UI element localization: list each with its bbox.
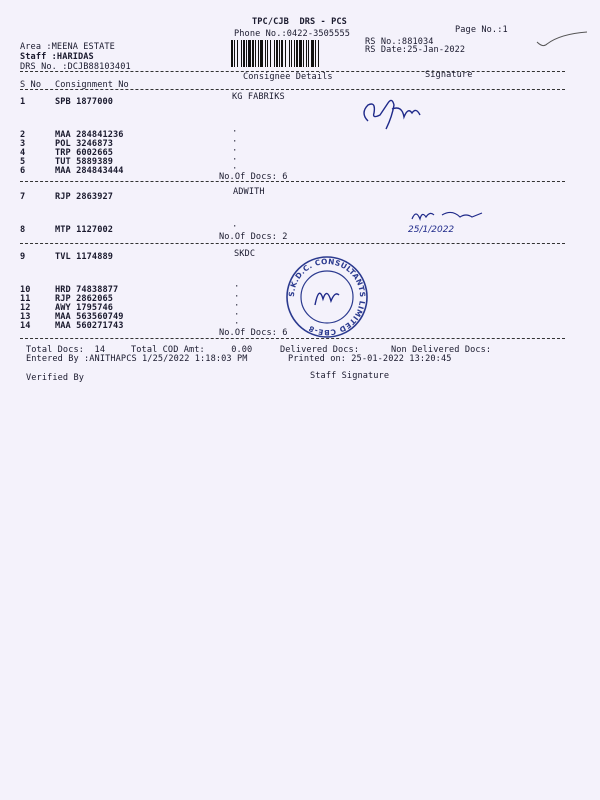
row-sno: 13	[20, 312, 31, 322]
row-consignment: MAA 563560749	[55, 312, 124, 322]
row-sno: 2	[20, 130, 26, 140]
row-sno: 9	[20, 252, 26, 262]
row-consignment: MAA 284841236	[55, 130, 124, 140]
dot-marker: ·	[232, 127, 238, 137]
row-consignment: SPB 1877000	[55, 97, 114, 107]
barcode-bar	[274, 40, 275, 67]
barcode-bar	[258, 40, 259, 67]
barcode-bar	[299, 40, 302, 67]
stamp-text: S.K.D.C. CONSULTANTS LIMITED CBE-8	[286, 256, 368, 338]
dot-marker: ·	[234, 319, 240, 329]
row-consignment: POL 3246873	[55, 139, 114, 149]
barcode-bar	[318, 40, 319, 67]
barcode-bar	[241, 40, 242, 67]
row-consignment: RJP 2863927	[55, 192, 114, 202]
dot-marker: ·	[232, 164, 238, 174]
handwritten-signature	[358, 93, 440, 133]
non-delivered-docs: Non Delivered Docs:	[391, 345, 492, 355]
check-mark	[535, 30, 590, 50]
barcode-bar	[231, 40, 233, 67]
divider	[20, 243, 565, 244]
rs-date: RS Date:25-Jan-2022	[365, 45, 466, 55]
barcode-bar	[281, 40, 283, 67]
row-consignment: HRD 74838877	[55, 285, 119, 295]
row-consignment: MTP 1127002	[55, 225, 114, 235]
consignee-name: SKDC	[234, 249, 256, 259]
barcode-bar	[265, 40, 266, 67]
row-sno: 6	[20, 166, 26, 176]
dot-marker: ·	[232, 137, 238, 147]
drs-number: DRS No. :DCJB88103401	[20, 62, 131, 72]
handwritten-date-signature	[408, 205, 488, 235]
dot-marker: ·	[234, 292, 240, 302]
verified-by: Verified By	[26, 373, 85, 383]
barcode-bar	[267, 40, 268, 67]
dot-marker: ·	[234, 310, 240, 320]
staff-signature: Staff Signature	[310, 371, 390, 381]
column-sno: S No	[20, 80, 42, 90]
printed-on: Printed on: 25-01-2022 13:20:45	[288, 354, 452, 364]
barcode-bar	[234, 40, 235, 67]
barcode-bar	[279, 40, 280, 67]
docs-count: No.Of Docs: 6	[219, 172, 288, 182]
row-consignment: TUT 5889389	[55, 157, 114, 167]
document-title: TPC/CJB DRS - PCS	[252, 17, 347, 27]
phone-number: Phone No.:0422-3505555	[234, 29, 351, 39]
barcode-bar	[270, 40, 271, 67]
row-sno: 7	[20, 192, 26, 202]
row-sno: 1	[20, 97, 26, 107]
divider	[20, 89, 565, 90]
staff-label: Staff :HARIDAS	[20, 52, 94, 62]
row-sno: 10	[20, 285, 31, 295]
barcode-bar	[243, 40, 245, 67]
barcode-bar	[311, 40, 314, 67]
divider	[20, 181, 565, 182]
row-consignment: TRP 6002665	[55, 148, 114, 158]
row-sno: 12	[20, 303, 31, 313]
handwritten-date: 25/1/2022	[408, 225, 455, 235]
barcode-bar	[291, 40, 292, 67]
barcode-bar	[285, 40, 286, 67]
dot-marker: ·	[234, 301, 240, 311]
total-docs: Total Docs: 14	[26, 345, 106, 355]
row-sno: 11	[20, 294, 31, 304]
docs-count: No.Of Docs: 2	[219, 232, 288, 242]
barcode-bar	[260, 40, 263, 67]
barcode-bar	[255, 40, 256, 67]
barcode-bar	[294, 40, 295, 67]
row-sno: 4	[20, 148, 26, 158]
row-consignment: MAA 284843444	[55, 166, 124, 176]
dot-marker: ·	[232, 155, 238, 165]
barcode-bar	[248, 40, 251, 67]
barcode-bar	[246, 40, 247, 67]
row-sno: 14	[20, 321, 31, 331]
total-cod-amount: Total COD Amt: 0.00	[131, 345, 253, 355]
barcode-bar	[237, 40, 238, 67]
delivered-docs: Delivered Docs:	[280, 345, 360, 355]
consignee-name: ADWITH	[233, 187, 265, 197]
barcode-bar	[303, 40, 304, 67]
row-consignment: AWY 1795746	[55, 303, 114, 313]
column-signature: Signature	[425, 70, 473, 80]
barcode-bar	[308, 40, 309, 67]
area-label: Area :MEENA ESTATE	[20, 42, 115, 52]
barcode-bar	[289, 40, 290, 67]
dot-marker: ·	[232, 222, 238, 232]
consignee-name: KG FABRIKS	[232, 92, 285, 102]
barcode-bar	[296, 40, 298, 67]
page-number: Page No.:1	[455, 25, 508, 35]
barcode-bar	[306, 40, 307, 67]
docs-count: No.Of Docs: 6	[219, 328, 288, 338]
row-consignment: TVL 1174889	[55, 252, 114, 262]
row-sno: 5	[20, 157, 26, 167]
barcode-bar	[252, 40, 254, 67]
barcode-bar	[315, 40, 316, 67]
dot-marker: ·	[234, 282, 240, 292]
row-sno: 8	[20, 225, 26, 235]
row-consignment: RJP 2862065	[55, 294, 114, 304]
dot-marker: ·	[232, 146, 238, 156]
row-consignment: MAA 560271743	[55, 321, 124, 331]
column-consignment: Consignment No	[55, 80, 129, 90]
column-consignee: Consignee Details	[243, 72, 333, 82]
rs-number: RS No.:881034	[365, 37, 434, 47]
row-sno: 3	[20, 139, 26, 149]
company-stamp	[285, 255, 369, 339]
entered-by: Entered By :ANITHAPCS 1/25/2022 1:18:03 PM	[26, 354, 248, 364]
barcode	[231, 40, 359, 67]
barcode-bar	[276, 40, 278, 67]
